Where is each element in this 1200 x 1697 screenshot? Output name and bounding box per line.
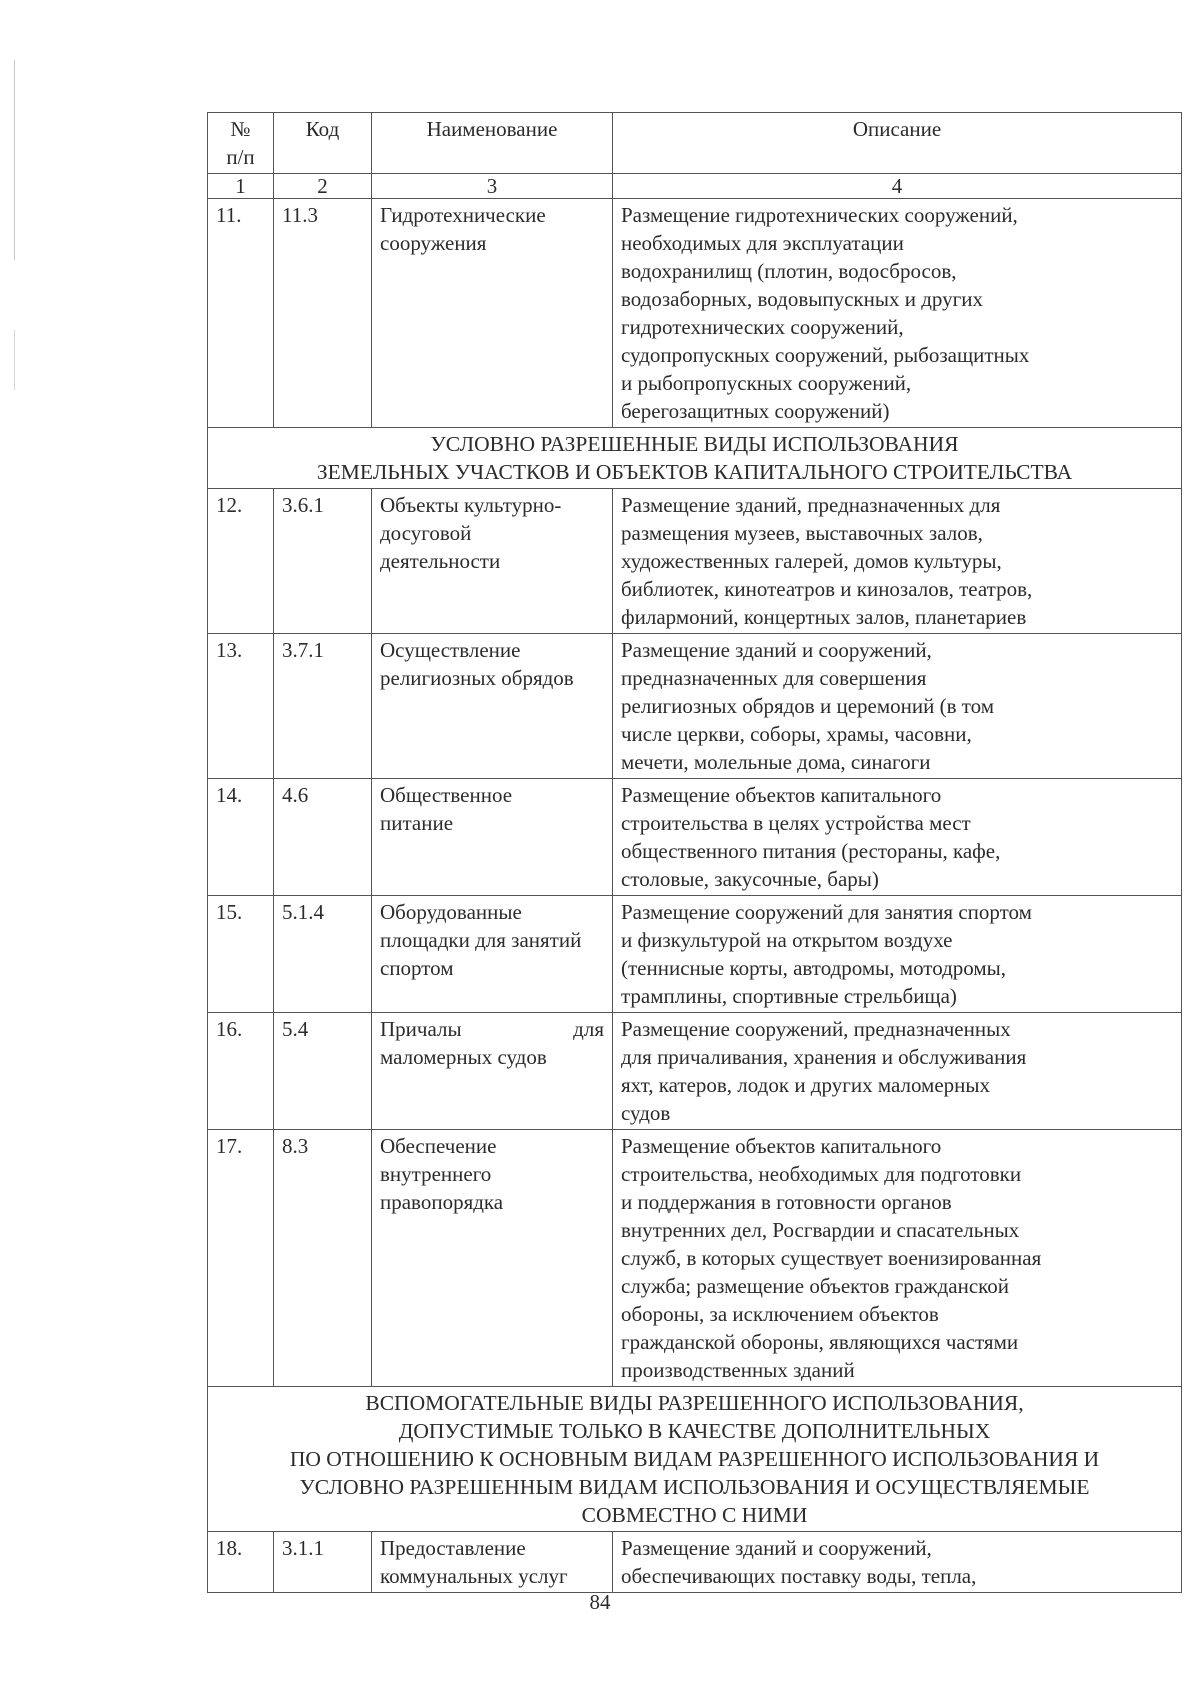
row-description-line: филармоний, концертных залов, планетариев [621, 605, 1027, 629]
row-description-line: водозаборных, водовыпускных и других [621, 287, 983, 311]
row-description-line: яхт, катеров, лодок и других маломерных [621, 1073, 991, 1097]
row-description-line: производственных зданий [621, 1358, 855, 1382]
row-code: 5.1.4 [274, 896, 372, 1013]
row-name-line: сооружения [380, 231, 487, 255]
section-auxiliary-line: ПО ОТНОШЕНИЮ К ОСНОВНЫМ ВИДАМ РАЗРЕШЕННОГО ИСПОЛЬЗОВАНИЯ И [289, 1447, 1100, 1471]
row-description-line: и рыбопропускных сооружений, [621, 371, 912, 395]
row-description-line: Размещение объектов капитального [621, 783, 942, 807]
row-number: 17. [208, 1130, 274, 1387]
row-name-line: Общественное [380, 783, 513, 807]
row-description [613, 1130, 1182, 1387]
row-name-line: внутреннего [380, 1162, 492, 1186]
row-number: 18. [208, 1532, 274, 1593]
row-description-line: для причаливания, хранения и обслуживания [621, 1045, 1027, 1069]
row-code: 5.4 [274, 1013, 372, 1130]
row-code: 4.6 [274, 779, 372, 896]
row-description-line: строительства, необходимых для подготовки [621, 1162, 1022, 1186]
row-number: 15. [208, 896, 274, 1013]
row-description-line: служба; размещение объектов гражданской [621, 1274, 1010, 1298]
row-description [613, 489, 1182, 634]
row-name-line: Объекты культурно- [380, 493, 562, 517]
row-name-word: Причалы [380, 1017, 462, 1041]
row-description-line: библиотек, кинотеатров и кинозалов, театров, [621, 577, 1033, 601]
page-number: 84 [589, 1590, 611, 1614]
row-description-line: строительства в целях устройства мест [621, 811, 971, 835]
row-number: 13. [208, 634, 274, 779]
row-description [613, 1013, 1182, 1130]
row-name-line [380, 1015, 604, 1043]
header-number [208, 113, 274, 174]
table-row [208, 489, 1182, 634]
row-name [372, 779, 613, 896]
row-description-line: внутренних дел, Росгвардии и спасательных [621, 1218, 1020, 1242]
row-name-line: досуговой [380, 521, 472, 545]
section-conditional-line: УСЛОВНО РАЗРЕШЕННЫЕ ВИДЫ ИСПОЛЬЗОВАНИЯ [430, 432, 959, 456]
row-name [372, 634, 613, 779]
row-number: 16. [208, 1013, 274, 1130]
row-description-line: общественного питания (рестораны, кафе, [621, 839, 1001, 863]
table-row [208, 896, 1182, 1013]
table-row [208, 199, 1182, 428]
column-index: 3 [372, 174, 613, 199]
row-name-line: маломерных судов [380, 1045, 547, 1069]
row-name-word: для [573, 1017, 604, 1041]
row-description [613, 779, 1182, 896]
header-code: Код [274, 113, 372, 174]
row-name-line: Оборудованные [380, 900, 522, 924]
row-name-line: спортом [380, 956, 454, 980]
row-description-line: судопропускных сооружений, рыбозащитных [621, 343, 1030, 367]
column-number-row [208, 174, 1182, 199]
row-description-line: берегозащитных сооружений) [621, 399, 890, 423]
row-name-line: коммунальных услуг [380, 1564, 568, 1588]
row-name [372, 1130, 613, 1387]
table-row [208, 1532, 1182, 1593]
row-code: 3.6.1 [274, 489, 372, 634]
section-conditional-line: ЗЕМЕЛЬНЫХ УЧАСТКОВ И ОБЪЕКТОВ КАПИТАЛЬНОГО СТРОИТЕЛЬСТВА [316, 460, 1073, 484]
row-name-line: Предоставление [380, 1536, 526, 1560]
row-description-line: необходимых для эксплуатации [621, 231, 904, 255]
row-number: 11. [208, 199, 274, 428]
row-code: 8.3 [274, 1130, 372, 1387]
row-description [613, 199, 1182, 428]
column-index: 2 [274, 174, 372, 199]
row-description-line: столовые, закусочные, бары) [621, 867, 879, 891]
row-description-line: предназначенных для совершения [621, 666, 927, 690]
row-description-line: Размещение зданий и сооружений, [621, 638, 932, 662]
row-code: 3.7.1 [274, 634, 372, 779]
row-name [372, 199, 613, 428]
section-conditional [208, 428, 1182, 489]
scan-edge-mark [14, 330, 15, 390]
row-name-line: религиозных обрядов [380, 666, 574, 690]
scan-edge-mark [14, 60, 15, 260]
row-description-line: обеспечивающих поставку воды, тепла, [621, 1564, 977, 1588]
section-auxiliary-line: ДОПУСТИМЫЕ ТОЛЬКО В КАЧЕСТВЕ ДОПОЛНИТЕЛЬНЫХ [398, 1419, 991, 1443]
section-auxiliary-line: ВСПОМОГАТЕЛЬНЫЕ ВИДЫ РАЗРЕШЕННОГО ИСПОЛЬЗОВАНИЯ, [365, 1391, 1024, 1415]
row-description-line: водохранилищ (плотин, водосбросов, [621, 259, 957, 283]
row-name [372, 1532, 613, 1593]
row-description-line: размещения музеев, выставочных залов, [621, 521, 983, 545]
row-description-line: и поддержания в готовности органов [621, 1190, 952, 1214]
row-description-line: религиозных обрядов и церемоний (в том [621, 694, 995, 718]
section-conditional-title [208, 428, 1182, 489]
row-description [613, 896, 1182, 1013]
section-auxiliary [208, 1387, 1182, 1532]
row-name-line: Осуществление [380, 638, 521, 662]
header-row [208, 113, 1182, 174]
land-use-table [207, 112, 1182, 1593]
header-name: Наименование [372, 113, 613, 174]
row-description [613, 1532, 1182, 1593]
row-description-line: обороны, за исключением объектов [621, 1302, 939, 1326]
row-code: 3.1.1 [274, 1532, 372, 1593]
row-name-line: питание [380, 811, 454, 835]
row-name-line: Гидротехнические [380, 203, 546, 227]
row-description-line: Размещение зданий и сооружений, [621, 1536, 932, 1560]
row-description-line: мечети, молельные дома, синагоги [621, 750, 931, 774]
header-description: Описание [613, 113, 1182, 174]
table-row [208, 1130, 1182, 1387]
row-description-line: числе церкви, соборы, храмы, часовни, [621, 722, 972, 746]
row-description-line: Размещение гидротехнических сооружений, [621, 203, 1018, 227]
row-description-line: Размещение объектов капитального [621, 1134, 942, 1158]
row-description-line: гидротехнических сооружений, [621, 315, 904, 339]
row-code: 11.3 [274, 199, 372, 428]
row-description-line: трамплины, спортивные стрельбища) [621, 984, 957, 1008]
row-number: 14. [208, 779, 274, 896]
header-number-line: п/п [226, 145, 255, 169]
header-number-line: № [230, 117, 251, 141]
row-name-line: Обеспечение [380, 1134, 497, 1158]
row-description [613, 634, 1182, 779]
row-number: 12. [208, 489, 274, 634]
section-auxiliary-line: УСЛОВНО РАЗРЕШЕННЫМ ВИДАМ ИСПОЛЬЗОВАНИЯ И ОСУЩЕСТВЛЯЕМЫЕ [299, 1475, 1090, 1499]
row-description-line: художественных галерей, домов культуры, [621, 549, 1002, 573]
row-description-line: гражданской обороны, являющихся частями [621, 1330, 1019, 1354]
row-description-line: служб, в которых существует военизированная [621, 1246, 1042, 1270]
row-description-line: Размещение сооружений, предназначенных [621, 1017, 1011, 1041]
column-index: 4 [613, 174, 1182, 199]
row-description-line: судов [621, 1101, 671, 1125]
row-name-line: площадки для занятий [380, 928, 582, 952]
table-row [208, 1013, 1182, 1130]
table-row [208, 779, 1182, 896]
row-name-line: правопорядка [380, 1190, 504, 1214]
column-index: 1 [208, 174, 274, 199]
table-row [208, 634, 1182, 779]
row-name-line: деятельности [380, 549, 501, 573]
row-name [372, 1013, 613, 1130]
row-name [372, 896, 613, 1013]
section-auxiliary-title [208, 1387, 1182, 1532]
section-auxiliary-line: СОВМЕСТНО С НИМИ [581, 1503, 808, 1527]
row-name [372, 489, 613, 634]
row-description-line: (теннисные корты, автодромы, мотодромы, [621, 956, 1007, 980]
row-description-line: Размещение зданий, предназначенных для [621, 493, 1001, 517]
row-description-line: Размещение сооружений для занятия спортом [621, 900, 1032, 924]
row-description-line: и физкультурой на открытом воздухе [621, 928, 953, 952]
